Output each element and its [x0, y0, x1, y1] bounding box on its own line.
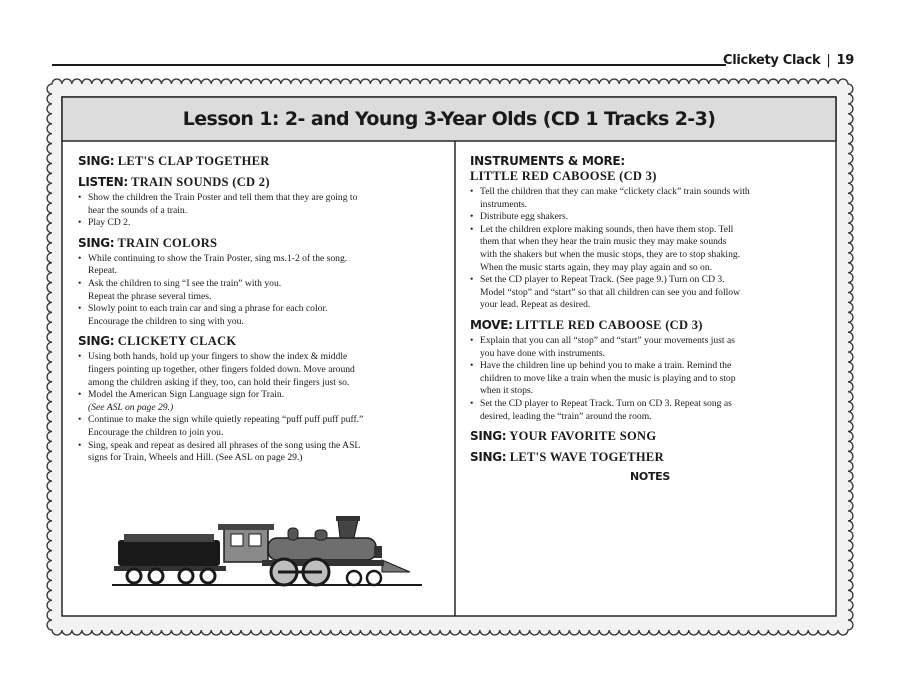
tender: [114, 534, 226, 583]
bullet-line: desired, leading the “train” around the room.: [480, 410, 652, 422]
section-heading: [470, 429, 830, 444]
bullet-line: • Distribute egg shakers.: [480, 211, 569, 223]
bullet-item: [78, 389, 448, 414]
bullet-line: • Ask the children to sing “I see the train” with you.: [88, 277, 282, 289]
section-kind: MOVE:: [470, 317, 513, 332]
bullet-line: signs for Train, Wheels and Hill. (See ASL on page 29.): [88, 452, 303, 464]
bullet-line: When the music starts again, they may play again and so on.: [480, 261, 713, 273]
bullet-item: [78, 351, 448, 389]
bullet-line: children to move like a train when the music is playing and to stop: [480, 372, 736, 384]
bullet-item: [470, 224, 830, 274]
bullet-line: • Slowly point to each train car and sing a phrase for each color.: [88, 303, 328, 315]
bullet-line: • Set the CD player to Repeat Track. (See page 9.) Turn on CD 3.: [480, 274, 725, 286]
section-kind: SING:: [78, 334, 115, 349]
section-kind: SING:: [78, 154, 115, 168]
section-heading: [470, 154, 830, 184]
bullet-line: • Explain that you can all “stop” and “start” your movements just as: [480, 334, 735, 346]
bullet-item: [470, 211, 830, 224]
bullet-line: • Tell the children that they can make “clickety clack” train sounds with: [480, 186, 750, 197]
bullet-item: [470, 398, 830, 423]
bullet-line: Encourage the children to join you.: [88, 426, 224, 438]
section-title: TRAIN SOUNDS (CD 2): [131, 175, 270, 189]
header-separator: |: [826, 53, 831, 68]
bullet-line: you have done with instruments.: [480, 347, 605, 359]
section-heading: [470, 318, 830, 333]
bullet-item: [78, 414, 448, 439]
bullet-line: • Continue to make the sign while quietly repeating “puff puff puff puff.”: [88, 414, 364, 426]
section-kind: SING:: [78, 235, 115, 250]
section-kind: INSTRUMENTS & MORE:: [470, 154, 625, 168]
bullet-line: • Using both hands, hold up your fingers to show the index & middle: [88, 351, 348, 363]
bullet-line: among the children asking if they, too, can hold their fingers just so.: [88, 376, 350, 388]
bullet-item: [470, 360, 830, 398]
bullet-line: with the shakers but when the music stops, they are to stop shaking.: [480, 248, 741, 260]
bullet-line: • Model the American Sign Language sign for Train.: [88, 389, 285, 401]
bullet-line: (See ASL on page 29.): [88, 401, 174, 413]
page-number: 19: [836, 53, 854, 68]
bullet-line: • Set the CD player to Repeat Track. Turn on CD 3. Repeat song as: [480, 397, 732, 409]
bullet-line: instruments.: [480, 198, 528, 210]
section-title: CLICKETY CLACK: [117, 334, 237, 349]
bullet-item: [470, 274, 830, 312]
bullet-line: them that when they hear the train music they may make sounds: [480, 236, 727, 248]
bullet-item: [470, 335, 830, 360]
bullet-line: fingers pointing up together, other fingers folded down. Move around: [88, 363, 355, 375]
left-column: [78, 148, 448, 465]
section-title: TRAIN COLORS: [117, 235, 218, 250]
bullet-line: • Have the children line up behind you to make a train. Remind the: [480, 360, 732, 372]
bullet-item: [78, 278, 448, 303]
bullet-item: [78, 253, 448, 278]
bullet-item: [78, 192, 448, 217]
section-title: YOUR FAVORITE SONG: [509, 429, 657, 444]
locomotive: [218, 516, 410, 585]
bullet-line: Repeat the phrase several times.: [88, 290, 212, 302]
right-column: [470, 148, 830, 484]
section-heading: [78, 236, 448, 251]
bullet-line: your lead. Repeat as desired.: [480, 299, 591, 311]
bullet-item: [78, 217, 448, 230]
bullet-item: [78, 303, 448, 328]
bullet-line: Repeat.: [88, 265, 118, 277]
bullet-item: [78, 440, 448, 465]
bullet-line: • Let the children explore making sounds, then have them stop. Tell: [480, 223, 734, 235]
bullet-list: [78, 351, 448, 464]
bullet-line: • Sing, speak and repeat as desired all phrases of the song using the ASL: [88, 439, 361, 451]
section-title: LET'S CLAP TOGETHER: [117, 154, 270, 168]
section-title: LITTLE RED CABOOSE (CD 3): [470, 169, 657, 183]
section-kind: SING:: [470, 450, 507, 465]
bullet-list: [78, 192, 448, 230]
bullet-line: • Show the children the Train Poster and tell them that they are going to: [88, 192, 358, 203]
train-illustration: [112, 516, 422, 588]
bullet-list: [470, 335, 830, 423]
bullet-line: • While continuing to show the Train Poster, sing ms.1-2 of the song.: [88, 252, 348, 264]
section-heading: [78, 154, 448, 169]
section-heading: [78, 334, 448, 349]
bullet-list: [470, 186, 830, 312]
section-title: LITTLE RED CABOOSE (CD 3): [516, 317, 703, 332]
bullet-line: Model “stop” and “start” so that all children can see you and follow: [480, 286, 741, 298]
bullet-line: Encourage the children to sing with you.: [88, 315, 244, 327]
lesson-title: Lesson 1: 2- and Young 3-Year Olds (CD 1 Tracks 2-3): [182, 108, 716, 130]
bullet-line: hear the sounds of a train.: [88, 204, 188, 216]
notes-label: NOTES: [630, 470, 670, 484]
bullet-item: [470, 186, 830, 211]
book-title: Clickety Clack: [722, 53, 821, 68]
bullet-line: when it stops.: [480, 385, 534, 397]
section-kind: LISTEN:: [78, 175, 128, 189]
section-kind: SING:: [470, 429, 507, 444]
section-title: LET'S WAVE TOGETHER: [509, 450, 664, 465]
bullet-list: [78, 253, 448, 329]
section-heading: [78, 175, 448, 190]
section-heading: [470, 450, 830, 465]
bullet-line: • Play CD 2.: [88, 217, 131, 229]
